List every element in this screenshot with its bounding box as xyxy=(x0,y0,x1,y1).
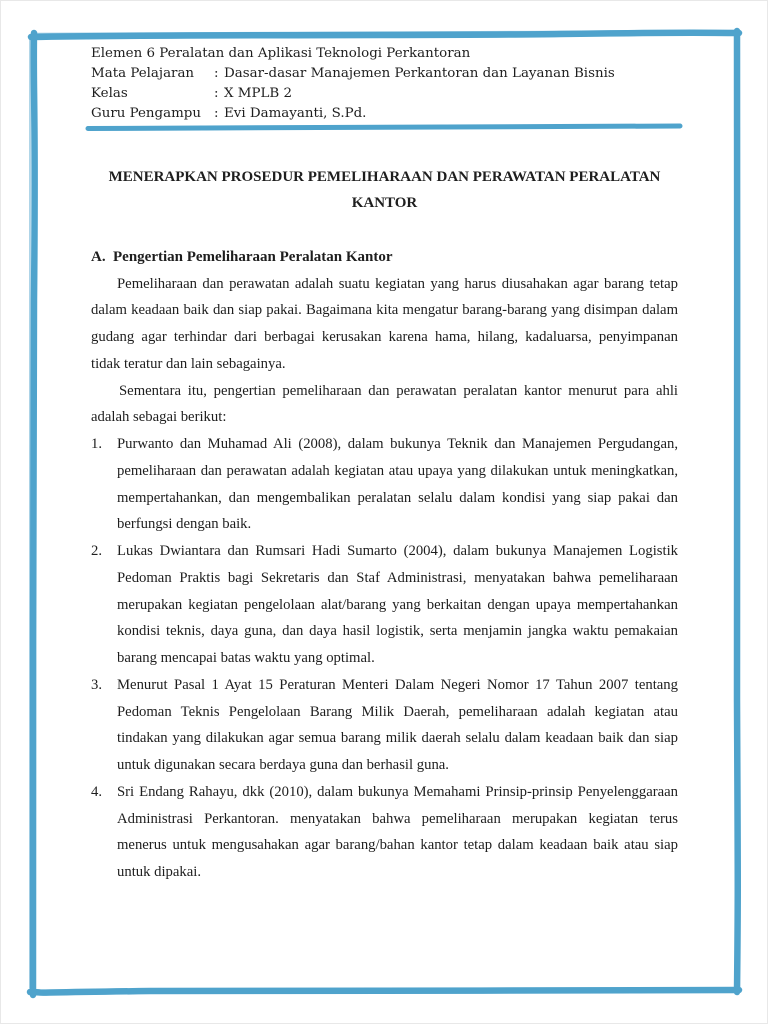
list-item-line: merupakan kegiatan pengelolaan alat/barang yang berkaitan dengan upaya mempertahankan xyxy=(117,596,678,613)
document-header xyxy=(91,44,691,124)
list-item-line: kondisi teknis, daya guna, dan daya hasil logistik, serta menjamin jangka waktu pemakaian xyxy=(117,623,678,640)
list-item-line: untuk dipakai. xyxy=(117,864,202,880)
frame-left-edge xyxy=(33,33,35,995)
definitions-list xyxy=(91,431,678,886)
paragraph-line: gudang agar terhindar dari berbagai kerusakan karena hama, hilang, kadaluarsa, penyimpanan xyxy=(91,329,678,345)
header-class-row xyxy=(91,84,691,104)
list-item-line: Menurut Pasal 1 Ayat 15 Peraturan Menteri Dalam Negeri Nomor 17 Tahun 2007 tentang xyxy=(117,676,678,693)
header-underline xyxy=(88,126,680,129)
spacer xyxy=(91,217,678,244)
subject-label: Mata Pelajaran xyxy=(91,66,195,81)
list-item-text xyxy=(117,431,678,538)
list-number: 3. xyxy=(91,676,103,693)
teacher-label: Guru Pengampu xyxy=(91,106,202,121)
definition-intro-paragraph xyxy=(91,378,678,432)
class-separator: : xyxy=(214,86,219,101)
list-number: 4. xyxy=(91,783,103,800)
list-item-line: berfungsi dengan baik. xyxy=(117,516,252,533)
section-marker: A. xyxy=(91,248,106,265)
list-item xyxy=(91,538,678,672)
teacher-separator: : xyxy=(214,106,219,121)
paragraph-line: Sementara itu, pengertian pemeliharaan dan perawatan peralatan kantor menurut para ahli xyxy=(119,382,678,399)
list-number: 2. xyxy=(91,543,103,559)
list-item-text xyxy=(117,538,678,672)
list-item-line: pemeliharaan dan perawatan adalah kegiatan atau upaya yang dilakukan untuk meningkatkan, xyxy=(117,462,678,479)
list-item-line: mempertahankan, dan mengembalikan peralatan selalu dalam kondisi yang siap pakai dan xyxy=(117,489,678,506)
title-line: MENERAPKAN PROSEDUR PEMELIHARAAN DAN PERAWATAN PERALATAN xyxy=(108,168,661,185)
subject-value: Dasar-dasar Manajemen Perkantoran dan Layanan Bisnis xyxy=(224,66,615,81)
class-label: Kelas xyxy=(91,86,128,101)
paragraph-line: Pemeliharaan dan perawatan adalah suatu kegiatan yang harus diusahakan agar barang tetap xyxy=(117,275,678,292)
list-item-line: untuk digunakan secara berdaya guna dan berhasil guna. xyxy=(117,757,449,773)
list-item xyxy=(91,672,678,779)
teacher-value: Evi Damayanti, S.Pd. xyxy=(224,106,367,121)
list-item-line: Purwanto dan Muhamad Ali (2008), dalam bukunya Teknik dan Manajemen Pergudangan, xyxy=(117,436,678,452)
subject-separator: : xyxy=(214,66,219,81)
list-item-line: Sri Endang Rahayu, dkk (2010), dalam bukunya Memahami Prinsip-prinsip Penyelenggaraan xyxy=(117,783,678,800)
list-item-text xyxy=(117,779,678,886)
paragraph-line: tidak teratur dan lain sebagainya. xyxy=(91,355,286,372)
frame-texture-left xyxy=(30,40,31,988)
section-heading-text: Pengertian Pemeliharaan Peralatan Kantor xyxy=(113,248,393,265)
list-item-line: Administrasi Perkantoran. menyatakan bahwa pemeliharaan merupakan kegiatan terus xyxy=(117,810,678,827)
list-item-line: tindakan yang dilakukan agar semua barang milik daerah selalu dalam keadaan baik dan siap xyxy=(117,730,678,747)
page-title xyxy=(91,164,678,218)
class-value: X MPLB 2 xyxy=(224,86,293,101)
title-line: KANTOR xyxy=(351,195,418,212)
list-number: 1. xyxy=(91,436,103,452)
list-item-line: Pedoman Teknis Pengelolaan Barang Milik Daerah, pemeliharaan adalah kegiatan atau xyxy=(117,703,678,720)
header-element-line xyxy=(91,44,691,64)
list-item xyxy=(91,431,678,538)
list-item xyxy=(91,779,678,886)
list-item-line: Pedoman Praktis bagi Sekretaris dan Staf Administrasi, menyatakan bahwa pemeliharaan xyxy=(117,569,678,586)
list-item-line: menerus untuk mengusahakan agar barang/bahan kantor tetap dalam keadaan baik atau siap xyxy=(117,837,678,854)
element-title: Elemen 6 Peralatan dan Aplikasi Teknologi Perkantoran xyxy=(91,46,471,61)
frame-bottom-edge xyxy=(30,990,739,993)
frame-right-edge xyxy=(737,31,738,992)
list-item-text xyxy=(117,672,678,779)
section-heading xyxy=(91,244,678,271)
paragraph-line: dalam keadaan baik dan siap pakai. Bagaimana kita mengatur barang-barang yang disimpan dalam xyxy=(91,302,678,319)
list-item-line: Lukas Dwiantara dan Rumsari Hadi Sumarto (2004), dalam bukunya Manajemen Logistik xyxy=(117,543,678,559)
intro-paragraph xyxy=(91,271,678,378)
header-subject-row xyxy=(91,64,691,84)
header-teacher-row xyxy=(91,104,691,124)
list-item-line: barang mencapai batas waktu yang optimal. xyxy=(117,650,375,666)
document-body xyxy=(91,164,678,886)
paragraph-line: adalah sebagai berikut: xyxy=(91,409,227,426)
